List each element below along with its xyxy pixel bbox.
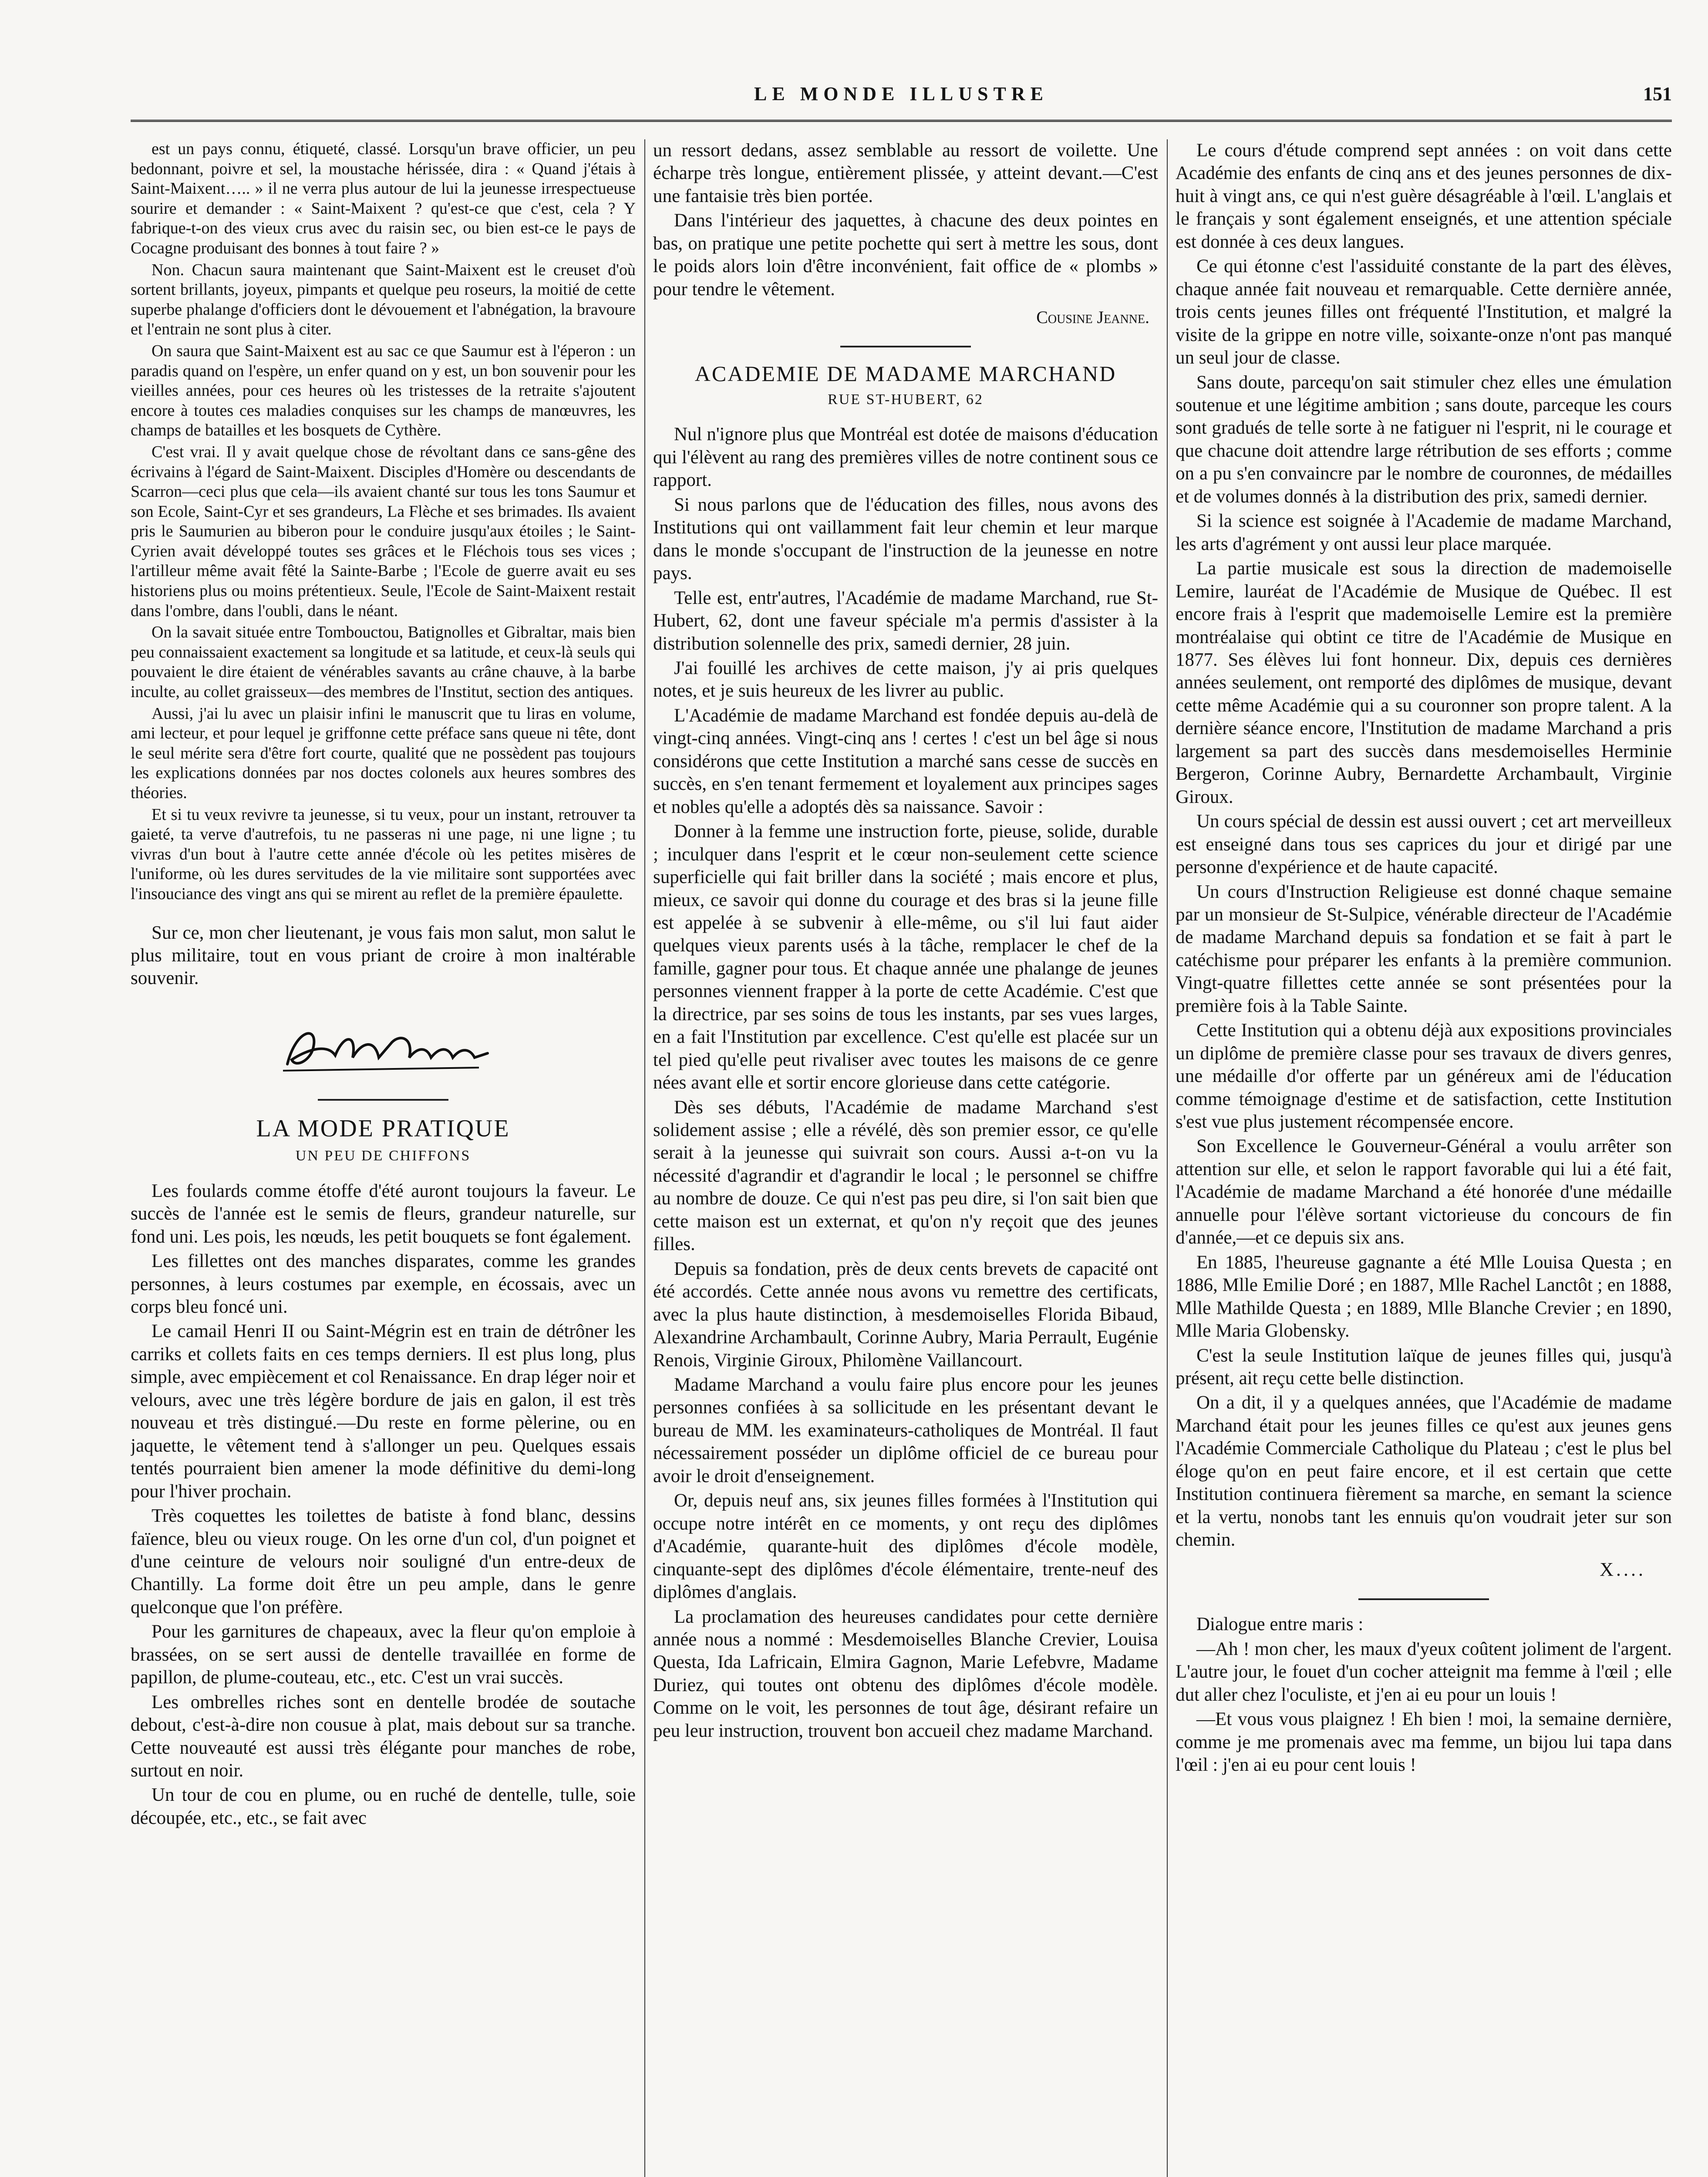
page-number: 151	[1643, 83, 1672, 104]
column-divider	[1167, 139, 1168, 2177]
academie-paragraph: J'ai fouillé les archives de cette maison, j'y ai pris quelques notes, et je suis heureux de les livrer au public.	[653, 657, 1158, 701]
academie-paragraph: Depuis sa fondation, près de deux cents brevets de capacité ont été accordés. Cette année nous avons vu remettre des certificats, avec la plus haute distinction, à mesdemoiselles Florida Bibaud, Alexandrine Archambault, Corinne Aubry, Maria Perrault, Eugénie Renois, Virginie Giroux, Philomène Vaillancourt.	[653, 1258, 1158, 1371]
handwritten-signature	[270, 1016, 496, 1082]
column-1	[131, 139, 636, 2177]
academie-paragraph: La proclamation des heureuses candidates pour cette dernière année nous a nommé : Mesdemoiselles Blanche Crevier, Louisa Questa, Ida Lafricain, Elmira Gagnon, Marie Lefebvre, Madame Duriez, qui toutes ont obtenu des diplômes d'école modèle. Comme on le voit, les personnes de tout âge, désirant refaire un peu leur instruction, trouvent bon accueil chez madame Marchand.	[653, 1606, 1158, 1741]
mode-paragraph: Dans l'intérieur des jaquettes, à chacune des deux pointes en bas, on pratique une petite pochette qui sert à mettre les sous, dont le poids alors loin d'être inconvénient, fait office de « plombs » pour tendre le vêtement.	[653, 210, 1158, 300]
letter-paragraph: est un pays connu, étiqueté, classé. Lorsqu'un brave officier, un peu bedonnant, poivre et sel, la moustache hérissée, dira : « Quand j'étais à Saint-Maixent….. » il ne verra plus autour de lui la jeunesse irrespectueuse sourire et demander : « Saint-Maixent ? qu'est-ce que c'est, cela ? Y fabrique-t-on des vieux crus avec du raisin sec, ou bien est-ce le pays de Cocagne produisant des bonnes à tout faire ? »	[131, 140, 636, 257]
mode-paragraph: Un tour de cou en plume, ou en ruché de dentelle, tulle, soie découpée, etc., etc., se fait avec	[131, 1785, 636, 1828]
column-divider	[644, 139, 645, 2177]
mode-paragraph: Les foulards comme étoffe d'été auront toujours la faveur. Le succès de l'année est le semis de fleurs, grandeur naturelle, sur fond uni. Les pois, les nœuds, les petit bouquets se font également.	[131, 1180, 636, 1247]
mode-signature: Cousine Jeanne.	[1036, 307, 1149, 327]
column-3	[1176, 139, 1672, 2177]
academie-paragraph: Cette Institution qui a obtenu déjà aux expositions provinciales un diplôme de première classe pour ses travaux de divers genres, une médaille d'or offerte par un généreux ami de l'éducation comme témoignage d'estime et de satisfaction, cette Institution s'est vue plus justement récompensée encore.	[1176, 1020, 1672, 1132]
header-rule	[131, 120, 1672, 124]
academie-paragraph: On a dit, il y a quelques années, que l'Académie de madame Marchand était pour les jeunes filles ce qu'est aux jeunes gens l'Académie Commerciale Catholique du Plateau ; c'est le plus bel éloge qu'on en peut faire encore, et il est certain que cette Institution continuera fièrement sa marche, en semant la science et la vertu, nonobs tant les ennuis qu'on voudrait jeter sur son chemin.	[1176, 1392, 1672, 1550]
academie-paragraph: Son Excellence le Gouverneur-Général a voulu arrêter son attention sur elle, et selon le rapport favorable qui lui a été fait, l'Académie de madame Marchand a été honorée d'une médaille annuelle pour l'élève sortant victorieuse du concours de fin d'année,—et ce depuis six ans.	[1176, 1136, 1672, 1248]
academie-paragraph: L'Académie de madame Marchand est fondée depuis au-delà de vingt-cinq années. Vingt-cinq ans ! certes ! c'est un bel âge si nous considérons que cette Institution a marché sans cesse de succès en succès, en s'en tenant fermement et loyalement aux principes sages et nobles qu'elle a adoptés dès sa naissance. Savoir :	[653, 705, 1158, 817]
letter-paragraph: On la savait située entre Tombouctou, Batignolles et Gibraltar, mais bien peu connaissaient exactement sa longitude et sa latitude, et ceux-là seuls qui pouvaient le dire étaient de vénérables savants au crâne chauve, à la barbe inculte, au collet graisseux—des membres de l'Institut, section des antiques.	[131, 623, 636, 701]
academie-paragraph: Un cours d'Instruction Religieuse est donné chaque semaine par un monsieur de St-Sulpice, vénérable directeur de l'Académie de madame Marchand depuis sa fondation et se fait à part le catéchisme pour préparer les enfants à la première communion. Vingt-quatre fillettes cette année se sont présentées pour la première fois à la Table Sainte.	[1176, 881, 1672, 1016]
letter-paragraph: C'est vrai. Il y avait quelque chose de révoltant dans ce sans-gêne des écrivains à l'égard de Saint-Maixent. Disciples d'Homère ou descendants de Scarron—ceci plus que cela—ils avaient chanté sur tous les tons Saumur et son Ecole, Saint-Cyr et ses grandeurs, La Flèche et ses brimades. Ils avaient pris le Saumurien au biberon pour le conduire jusqu'aux étoiles ; le Saint-Cyrien avait développé toutes ses grâces et le Fléchois tous ses vices ; l'artilleur même avait fêté la Sainte-Barbe ; l'Ecole de guerre avait eu ses historiens plus ou moins prétentieux. Seule, l'Ecole de Saint-Maixent restait dans l'ombre, dans l'oubli, dans le néant.	[131, 442, 636, 620]
academie-paragraph: C'est la seule Institution laïque de jeunes filles qui, jusqu'à présent, ait reçu cette belle distinction.	[1176, 1345, 1672, 1389]
letter-paragraph: On saura que Saint-Maixent est au sac ce que Saumur est à l'éperon : un paradis quand on l'espère, un enfer quand on y est, un bon souvenir pour les vieilles années, pour ces heures où les tristesses de la retraite s'ajoutent encore à toutes ces maladies conquises sur les champs de manœuvres, les champs de batailles et les bosquets de Cythère.	[131, 341, 636, 440]
running-title: LE MONDE ILLUSTRE	[754, 83, 1048, 104]
dialogue-paragraph: Dialogue entre maris :	[1196, 1614, 1364, 1635]
mode-paragraph: Les fillettes ont des manches disparates, comme les grandes personnes, à leurs costumes par exemple, en écossais, avec un corps bleu foncé uni.	[131, 1251, 636, 1317]
letter-paragraph: Non. Chacun saura maintenant que Saint-Maixent est le creuset d'où sortent brillants, joyeux, pimpants et quelque peu roseurs, la moitié de cette superbe phalange d'officiers dont le dévouement et l'abnégation, la bravoure et l'entrain ne sont plus à citer.	[131, 260, 636, 339]
column-2	[653, 139, 1158, 2177]
academie-paragraph: Or, depuis neuf ans, six jeunes filles formées à l'Institution qui occupe notre intérêt en ce moments, y ont reçu des diplômes d'Académie, quarante-huit des diplômes d'école modèle, cinquante-sept des diplômes d'école élémentaire, trente-neuf des diplômes d'anglais.	[653, 1490, 1158, 1603]
academie-paragraph: Le cours d'étude comprend sept années : on voit dans cette Académie des enfants de cinq ans et des jeunes personnes de dix-huit à vingt ans, ce qui n'est guère désagréable à l'œil. L'anglais et le français y sont également enseignés, et une attention spéciale est donnée à ces deux langues.	[1176, 140, 1672, 252]
academie-paragraph: Madame Marchand a voulu faire plus encore pour les jeunes personnes confiées à sa sollicitude en les présentant devant le bureau de MM. les examinateurs-catholiques de Montréal. Il faut nécessairement posséder un diplôme officiel de ce bureau pour avoir le droit d'enseignement.	[653, 1375, 1158, 1486]
academie-section-title: ACADEMIE DE MADAME MARCHAND	[694, 361, 1117, 386]
letter-closing: Sur ce, mon cher lieutenant, je vous fais mon salut, mon salut le plus militaire, tout en vous priant de croire à mon inaltérable souvenir.	[131, 922, 636, 989]
letter-paragraph: Et si tu veux revivre ta jeunesse, si tu veux, pour un instant, retrouver ta gaieté, ta verve d'autrefois, tu ne passeras ni une page, ni une ligne ; tu vivras d'un bout à l'autre cette année d'école où les petites misères de l'uniforme, où les dures servitudes de la vie militaire sont supportées avec l'insouciance des vingt ans qui se mirent au reflet de la première épaulette.	[131, 805, 636, 903]
academie-paragraph: Dès ses débuts, l'Académie de madame Marchand s'est solidement assise ; elle a révélé, dès son premier essor, ce qu'elle serait à la jeunesse qui suivrait son cours. Aussi a-t-on vu la nécessité d'agrandir et d'agrandir le local ; le personnel se chiffre au nombre de douze. Ce qui n'est pas peu dire, si l'on sait bien que cette maison est un externat, et qu'on n'y reçoit que des jeunes filles.	[653, 1097, 1158, 1255]
letter-paragraph: Aussi, j'ai lu avec un plaisir infini le manuscrit que tu liras en volume, ami lecteur, et pour lequel je griffonne cette préface sans queue ni tête, dont le seul mérite sera d'être fort courte, qualité que ne possèdent pas toujours les explications données par nos doctes colonels aux heures sombres des théories.	[131, 704, 636, 802]
dialogue-paragraph: —Ah ! mon cher, les maux d'yeux coûtent joliment de l'argent. L'autre jour, le fouet d'un cocher atteignit ma femme à l'œil ; elle dut aller chez l'oculiste, et j'en ai eu pour un louis !	[1176, 1638, 1672, 1705]
mode-paragraph: Le camail Henri II ou Saint-Mégrin est en train de détrôner les carriks et collets faits en ces temps derniers. Il est plus long, plus simple, avec empiècement et col Renaissance. En drap léger noir et velours, avec une très légère bordure de jais en galon, il est très nouveau et très distingué.—Du reste en forme pèlerine, ou en jaquette, le vêtement tend à s'allonger un peu. Quelques essais tentés pourraient bien amener la mode définitive du demi-long pour l'hiver prochain.	[131, 1321, 636, 1502]
mode-paragraph: Pour les garnitures de chapeaux, avec la fleur qu'on emploie à brassées, on se sert aussi de dentelle travaillée en forme de papillon, de plume-couteau, etc., etc. C'est un vrai succès.	[131, 1621, 636, 1688]
page-header	[131, 78, 1672, 126]
academie-paragraph: Sans doute, parcequ'on sait stimuler chez elles une émulation soutenue et une légitime ambition ; sans doute, parceque les cours sont gradués de telle sorte à ne fatiguer ni l'esprit, ni le courage et que chacune doit attendre large rétribution de ses efforts ; comme on a pu s'en convaincre par le nombre de couronnes, de médailles et de volumes donnés à la distribution des prix, samedi dernier.	[1176, 372, 1672, 507]
academie-paragraph: Telle est, entr'autres, l'Académie de madame Marchand, rue St-Hubert, 62, dont une faveur spéciale m'a permis d'assister à la distribution solennelle des prix, samedi dernier, 28 juin.	[653, 587, 1158, 654]
academie-paragraph: La partie musicale est sous la direction de mademoiselle Lemire, lauréat de l'Académie de Musique de Québec. Il est encore frais à l'esprit que mademoiselle Lemire est la première montréalaise qui obtint ce titre de l'Académie de Musique en 1877. Ses élèves lui font honneur. Dix, depuis ces dernières années seulement, ont remporté des diplômes de musique, devant cette même Académie qui a su couronner son propre talent. A la dernière séance encore, l'Institution de madame Marchand a pris largement sa part des succès dans mesdemoiselles Herminie Bergeron, Corinne Aubry, Bernardette Archambault, Virginie Giroux.	[1176, 558, 1672, 807]
academie-paragraph: Si la science est soignée à l'Academie de madame Marchand, les arts d'agrément y ont aussi leur place marquée.	[1176, 511, 1672, 554]
academie-paragraph: En 1885, l'heureuse gagnante a été Mlle Louisa Questa ; en 1886, Mlle Emilie Doré ; en 1887, Mlle Rachel Lanctôt ; en 1888, Mlle Mathilde Questa ; en 1889, Mlle Blanche Crevier ; en 1890, Mlle Maria Globensky.	[1176, 1252, 1672, 1341]
mode-section-subtitle: UN PEU DE CHIFFONS	[295, 1148, 471, 1164]
mode-section-title: LA MODE PRATIQUE	[256, 1115, 510, 1142]
dialogue-paragraph: —Et vous vous plaignez ! Eh bien ! moi, la semaine dernière, comme je me promenais avec ma femme, un bijou lui tapa dans l'œil : j'en ai eu pour cent louis !	[1176, 1709, 1672, 1776]
academie-section-subtitle: RUE ST-HUBERT, 62	[828, 391, 984, 408]
section-divider	[1358, 1598, 1489, 1600]
mode-paragraph: Très coquettes les toilettes de batiste à fond blanc, dessins faïence, bleu ou vieux rouge. On les orne d'un col, d'un poignet et d'une ceinture de velours noir souligné d'un entre-deux de Chantilly. La forme doit être un peu ample, dans le genre quelconque que l'on préfère.	[131, 1506, 636, 1618]
mode-paragraph: un ressort dedans, assez semblable au ressort de voilette. Une écharpe très longue, entièrement plissée, y atteint devant.—C'est une fantaisie très bien portée.	[653, 140, 1158, 206]
academie-paragraph: Un cours spécial de dessin est aussi ouvert ; cet art merveilleux est enseigné dans tous ses caprices du jour et dirigé par une personne d'expérience et de haute capacité.	[1176, 811, 1672, 878]
academie-paragraph: Ce qui étonne c'est l'assiduité constante de la part des élèves, chaque année fait nouveau et remarquable. Cette dernière année, trois cents jeunes filles ont fréquenté l'Institution, et malgré la visite de la grippe en notre ville, soixante-onze n'ont pas manqué un seul jour de classe.	[1176, 256, 1672, 368]
academie-signature: X....	[1600, 1558, 1646, 1580]
letter-body	[131, 139, 636, 904]
academie-paragraph: Si nous parlons que de l'éducation des filles, nous avons des Institutions qui ont vaillamment fait leur chemin et leur marque dans le monde s'occupant de l'instruction de la jeunesse en notre pays.	[653, 494, 1158, 584]
academie-paragraph: Nul n'ignore plus que Montréal est dotée de maisons d'éducation qui l'élèvent au rang des premières villes de notre continent sous ce rapport.	[653, 424, 1158, 491]
mode-paragraph: Les ombrelles riches sont en dentelle brodée de soutache debout, c'est-à-dire non cousue à plat, mais debout sur sa tranche. Cette nouveauté est aussi très élégante pour manches de robe, surtout en noir.	[131, 1692, 636, 1781]
section-divider	[840, 346, 971, 347]
academie-paragraph: Donner à la femme une instruction forte, pieuse, solide, durable ; inculquer dans l'esprit et le cœur non-seulement cette science superficielle qui fait briller dans la société ; mais encore et plus, mieux, ce savoir qui donne du courage et des bras si la jeune fille est appelée à se subvenir à elle-même, ou s'il lui faut aider quelques vieux parents usés à la tâche, remplacer le chef de la famille, gagner pour tous. Et chaque année une phalange de jeunes personnes viennent frapper à la porte de cette Académie. C'est que la directrice, par ses soins de tous les instants, par ses vues larges, en a fait l'Institution par excellence. C'est qu'elle est placée sur un tel pied qu'elle peut rivaliser avec toutes les maisons de ce genre nées avant elle et sortir encore glorieuse dans cette catégorie.	[653, 821, 1158, 1093]
section-divider	[318, 1099, 448, 1101]
